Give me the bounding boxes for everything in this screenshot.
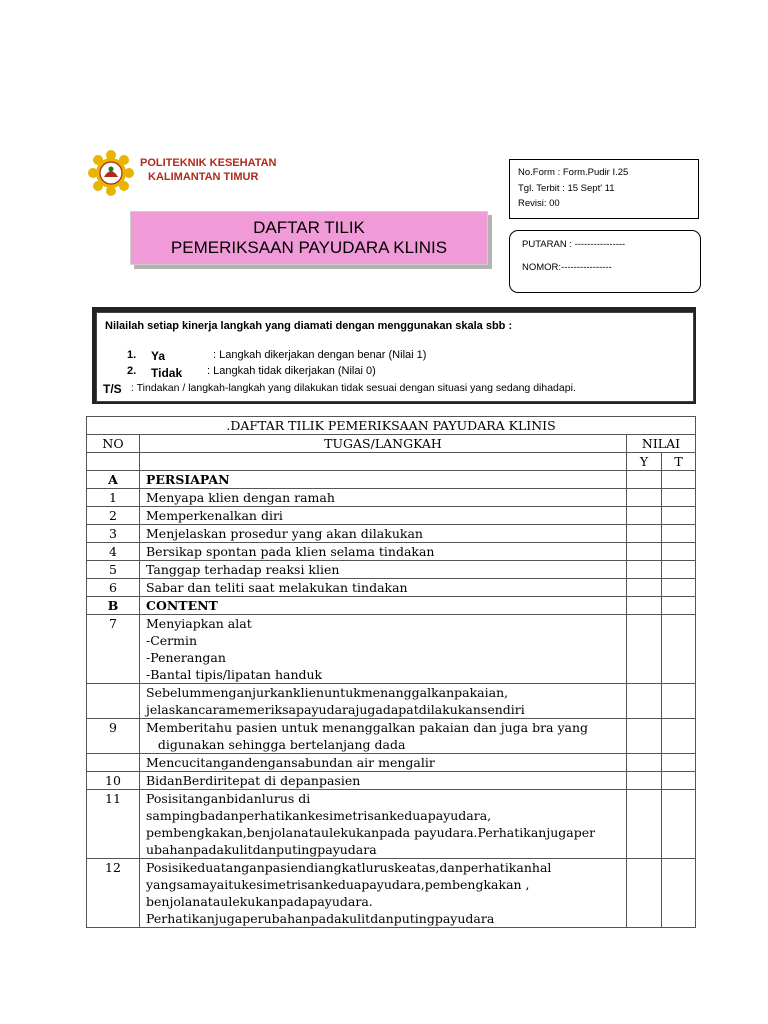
table-row — [87, 790, 696, 859]
institution-line-2: KALIMANTAN TIMUR — [148, 171, 259, 183]
row-task: BidanBerdiritepat di depanpasien — [140, 772, 627, 790]
score-t-cell[interactable] — [662, 615, 696, 684]
header-y: Y — [627, 453, 662, 471]
score-y-cell[interactable] — [627, 489, 662, 507]
table-row — [87, 754, 696, 772]
table-title: .DAFTAR TILIK PEMERIKSAAN PAYUDARA KLINIS — [87, 417, 696, 435]
score-y-cell[interactable] — [627, 719, 662, 754]
score-y-cell[interactable] — [627, 859, 662, 928]
instruction-intro: Nilailah setiap kinerja langkah yang diamati dengan menggunakan skala sbb : — [105, 320, 513, 332]
row-number: A — [87, 471, 140, 489]
score-y-cell[interactable] — [627, 525, 662, 543]
score-t-cell[interactable] — [662, 543, 696, 561]
title-line-2: PEMERIKSAAN PAYUDARA KLINIS — [170, 238, 448, 257]
table-row — [87, 772, 696, 790]
score-y-cell[interactable] — [627, 615, 662, 684]
institution-line-1: POLITEKNIK KESEHATAN — [140, 157, 277, 169]
form-issue-date: Tgl. Terbit : 15 Sept' 11 — [518, 183, 615, 194]
table-row — [87, 561, 696, 579]
score-y-cell[interactable] — [627, 579, 662, 597]
row-task: Tanggap terhadap reaksi klien — [140, 561, 627, 579]
row-number: 6 — [87, 579, 140, 597]
score-t-cell[interactable] — [662, 684, 696, 719]
table-row — [87, 471, 696, 489]
score-y-cell[interactable] — [627, 772, 662, 790]
ya-description: : Langkah dikerjakan dengan benar (Nilai 1) — [213, 349, 427, 361]
table-row — [87, 615, 696, 684]
ya-label: Ya — [151, 349, 166, 363]
score-t-cell[interactable] — [662, 489, 696, 507]
score-y-cell[interactable] — [627, 507, 662, 525]
score-t-cell[interactable] — [662, 525, 696, 543]
score-y-cell[interactable] — [627, 597, 662, 615]
form-info-box — [509, 159, 699, 219]
score-t-cell[interactable] — [662, 754, 696, 772]
row-number: 2 — [87, 507, 140, 525]
score-t-cell[interactable] — [662, 471, 696, 489]
tidak-description: : Langkah tidak dikerjakan (Nilai 0) — [207, 365, 376, 377]
checklist-table — [86, 416, 696, 928]
form-number: No.Form : Form.Pudir I.25 — [518, 167, 629, 178]
putaran-box — [509, 230, 701, 293]
header-nilai: NILAI — [627, 435, 696, 453]
table-row — [87, 507, 696, 525]
row-number: 5 — [87, 561, 140, 579]
table-row — [87, 684, 696, 719]
tidak-label: Tidak — [151, 366, 183, 380]
table-row — [87, 489, 696, 507]
row-number — [87, 754, 140, 772]
row-task: Sabar dan teliti saat melakukan tindakan — [140, 579, 627, 597]
header-t: T — [662, 453, 696, 471]
institution-logo — [88, 150, 134, 196]
score-t-cell[interactable] — [662, 859, 696, 928]
score-y-cell[interactable] — [627, 561, 662, 579]
score-t-cell[interactable] — [662, 719, 696, 754]
score-t-cell[interactable] — [662, 597, 696, 615]
table-row — [87, 579, 696, 597]
institution-name — [140, 156, 277, 184]
row-task: PERSIAPAN — [140, 471, 627, 489]
score-t-cell[interactable] — [662, 790, 696, 859]
header-task: TUGAS/LANGKAH — [140, 435, 627, 453]
ya-number: 1. — [127, 349, 137, 361]
nomor-field: NOMOR:---------------- — [522, 262, 612, 273]
ts-description: : Tindakan / langkah-langkah yang dilakukan tidak sesuai dengan situasi yang sedang dihadapi. — [131, 382, 576, 394]
score-y-cell[interactable] — [627, 684, 662, 719]
row-task: Bersikap spontan pada klien selama tindakan — [140, 543, 627, 561]
row-number: 4 — [87, 543, 140, 561]
title-banner — [130, 211, 488, 265]
row-task: Menyiapkan alat -Cermin -Penerangan -Bantal tipis/lipatan handuk — [140, 615, 627, 684]
table-row — [87, 719, 696, 754]
row-task: CONTENT — [140, 597, 627, 615]
table-subheader-row — [87, 453, 696, 471]
row-number: 12 — [87, 859, 140, 928]
score-y-cell[interactable] — [627, 471, 662, 489]
instruction-box — [96, 312, 694, 402]
row-number: 10 — [87, 772, 140, 790]
score-y-cell[interactable] — [627, 543, 662, 561]
row-number: 11 — [87, 790, 140, 859]
row-task: Posisitanganbidanlurus di sampingbadanperhatikankesimetrisankeduapayudara, pembengkakan,benjolanataulekukanpada payudara.Perhatikanjugaper ubahanpadakulitdanputingpayudara — [140, 790, 627, 859]
row-task: Sebelummenganjurkanklienuntukmenanggalkanpakaian, jelaskancaramemeriksapayudarajugadapatdilakukansendiri — [140, 684, 627, 719]
subheader-task-blank — [140, 453, 627, 471]
table-row — [87, 597, 696, 615]
row-number: 9 — [87, 719, 140, 754]
table-row — [87, 859, 696, 928]
row-number — [87, 684, 140, 719]
header-no: NO — [87, 435, 140, 453]
row-task: Mencucitangandengansabundan air mengalir — [140, 754, 627, 772]
row-task: Menjelaskan prosedur yang akan dilakukan — [140, 525, 627, 543]
row-task: Menyapa klien dengan ramah — [140, 489, 627, 507]
table-row — [87, 543, 696, 561]
score-t-cell[interactable] — [662, 561, 696, 579]
tidak-number: 2. — [127, 365, 137, 377]
row-number: 7 — [87, 615, 140, 684]
title-line-1: DAFTAR TILIK — [253, 218, 365, 237]
row-number: B — [87, 597, 140, 615]
form-revision: Revisi: 00 — [518, 198, 560, 209]
score-t-cell[interactable] — [662, 579, 696, 597]
table-title-row — [87, 417, 696, 435]
score-t-cell[interactable] — [662, 507, 696, 525]
score-y-cell[interactable] — [627, 790, 662, 859]
score-t-cell[interactable] — [662, 772, 696, 790]
row-number: 1 — [87, 489, 140, 507]
table-row — [87, 525, 696, 543]
row-task: Memperkenalkan diri — [140, 507, 627, 525]
table-header-row — [87, 435, 696, 453]
row-number: 3 — [87, 525, 140, 543]
score-y-cell[interactable] — [627, 754, 662, 772]
row-task: Memberitahu pasien untuk menanggalkan pakaian dan juga bra yang digunakan sehingga bertelanjang dada — [140, 719, 627, 754]
ts-label: T/S — [103, 382, 122, 396]
row-task: Posisikeduatanganpasiendiangkatluruskeatas,danperhatikanhal yangsamayaitukesimetrisankeduapayudara,pembengkakan , benjolanataulekukanpadapayudara. Perhatikanjugaperubahanpadakulitdanputingpayudara — [140, 859, 627, 928]
putaran-field: PUTARAN : ---------------- — [522, 239, 626, 250]
subheader-no-blank — [87, 453, 140, 471]
